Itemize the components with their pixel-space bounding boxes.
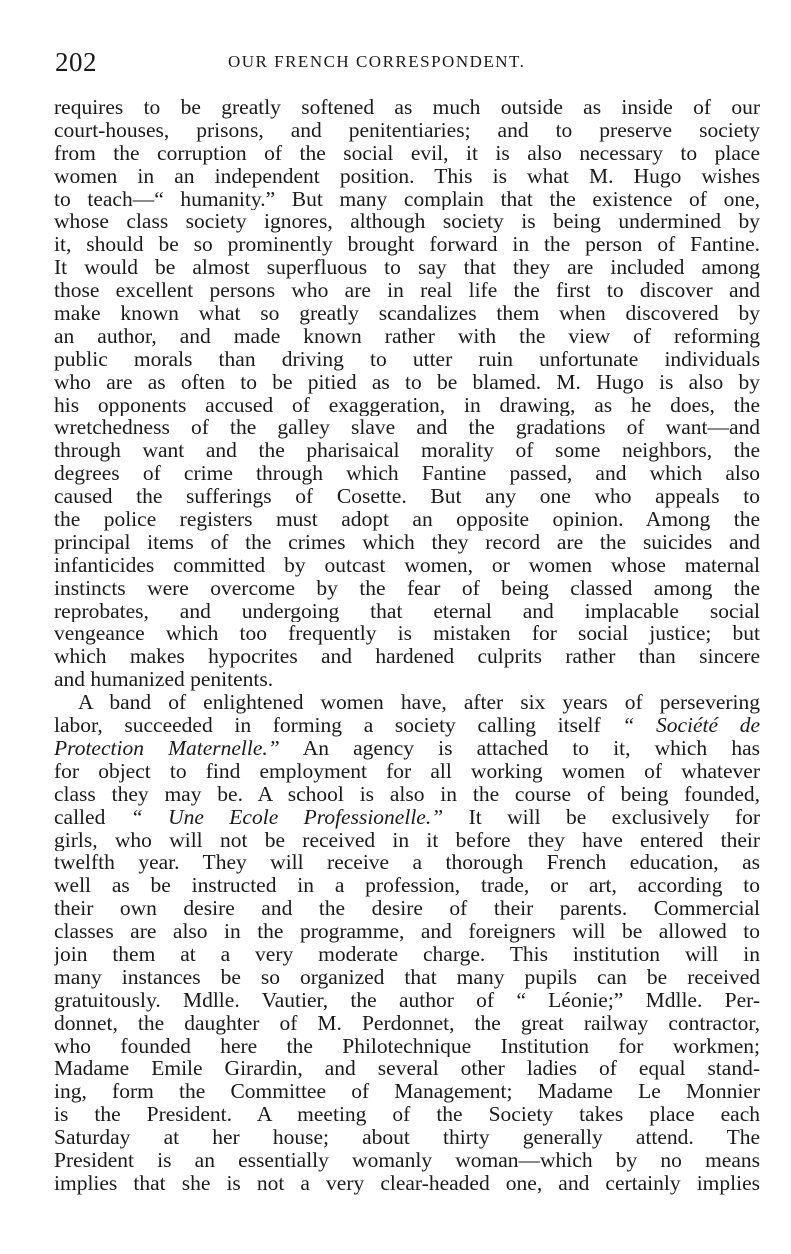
text-line: degrees of crime through which Fantine passed, and which also (54, 462, 760, 486)
text-span: It will be exclusively for (468, 805, 760, 829)
text-line: through want and the pharisaical morality of some neighbors, the (54, 439, 760, 463)
text-line: an author, and made known rather with the view of reforming (54, 324, 760, 348)
body-text (54, 96, 760, 1195)
text-line (54, 714, 760, 737)
text-line: who are as often to be pitied as to be blamed. M. Hugo is also by (54, 370, 760, 394)
text-line: gratuitously. Mdlle. Vautier, the author of “ Léonie;” Mdlle. Per- (54, 988, 760, 1012)
text-line: women in an independent position. This is what M. Hugo wishes (54, 164, 760, 188)
text-line: Saturday at her house; about thirty generally attend. The (54, 1126, 760, 1149)
text-span: An agency is attached to it, which has (302, 736, 760, 760)
text-line: and humanized penitents. (54, 668, 274, 692)
text-line: court-houses, prisons, and penitentiaries; and to preserve society (54, 118, 760, 142)
text-line: principal items of the crimes which they record are the suicides and (54, 530, 760, 554)
text-line: which makes hypocrites and hardened culprits rather than sincere (54, 645, 760, 669)
text-line: donnet, the daughter of M. Perdonnet, the great railway contractor, (54, 1011, 760, 1035)
text-line: It would be almost superfluous to say that they are included among (54, 256, 760, 280)
page-number: 202 (55, 47, 97, 77)
text-line: classes are also in the programme, and foreigners will be allowed to (54, 920, 760, 943)
text-line: from the corruption of the social evil, it is also necessary to place (54, 141, 760, 165)
text-line: those excellent persons who are in real life the first to discover and (54, 279, 760, 303)
text-line: implies that she is not a very clear-headed one, and certainly implies (54, 1171, 760, 1195)
text-line: reprobates, and undergoing that eternal and implacable social (54, 599, 760, 623)
text-line: many instances be so organized that many pupils can be received (54, 965, 760, 989)
text-line: their own desire and the desire of their parents. Commercial (54, 897, 760, 921)
text-line (54, 806, 760, 829)
running-title: OUR FRENCH CORRESPONDENT. (228, 52, 526, 71)
text-line: make known what so greatly scandalizes them when discovered by (54, 302, 760, 325)
text-line: whose class society ignores, although society is being undermined by (54, 210, 760, 234)
text-line: who founded here the Philotechnique Institution for workmen; (54, 1034, 760, 1058)
text-line: well as be instructed in a profession, trade, or art, according to (54, 874, 760, 898)
italic-title: “ Société de (622, 714, 760, 737)
text-line: for object to find employment for all working women of whatever (54, 759, 760, 783)
text-line: is the President. A meeting of the Society takes place each (54, 1103, 760, 1127)
text-line: Madame Emile Girardin, and several other ladies of equal stand- (54, 1057, 760, 1081)
text-line: wretchedness of the galley slave and the gradations of want—and (54, 416, 760, 440)
text-line: requires to be greatly softened as much outside as inside of our (54, 96, 760, 119)
text-line: President is an essentially womanly woman—which by no means (54, 1148, 760, 1172)
page-header (55, 46, 760, 78)
text-line (54, 737, 760, 760)
text-line: class they may be. A school is also in the course of being founded, (54, 782, 760, 806)
text-line: twelfth year. They will receive a thorough French education, as (54, 851, 760, 875)
text-line: girls, who will not be received in it before they have entered their (54, 828, 760, 852)
text-line: infanticides committed by outcast women, or women whose maternal (54, 553, 760, 577)
text-line: A band of enlightened women have, after six years of persevering (78, 691, 760, 715)
text-line: join them at a very moderate charge. This institution will in (54, 942, 760, 966)
text-line: public morals than driving to utter ruin unfortunate individuals (54, 347, 760, 371)
text-line: it, should be so prominently brought forward in the person of Fantine. (54, 233, 760, 257)
text-span: called (54, 805, 106, 829)
text-span: labor, succeeded in forming a society calling itself (54, 714, 601, 737)
text-line: to teach—“ humanity.” But many complain that the existence of one, (54, 187, 760, 211)
text-line: the police registers must adopt an opposite opinion. Among the (54, 508, 760, 531)
italic-title: Protection Maternelle.” (54, 736, 280, 760)
text-line: caused the sufferings of Cosette. But any one who appeals to (54, 485, 760, 509)
italic-title: “ Une Ecole Professionelle.” (130, 805, 444, 829)
text-line: his opponents accused of exaggeration, in drawing, as he does, the (54, 393, 760, 417)
text-line: ing, form the Committee of Management; Madame Le Monnier (54, 1080, 760, 1104)
text-line: vengeance which too frequently is mistaken for social justice; but (54, 622, 760, 646)
text-line: instincts were overcome by the fear of being classed among the (54, 576, 760, 600)
